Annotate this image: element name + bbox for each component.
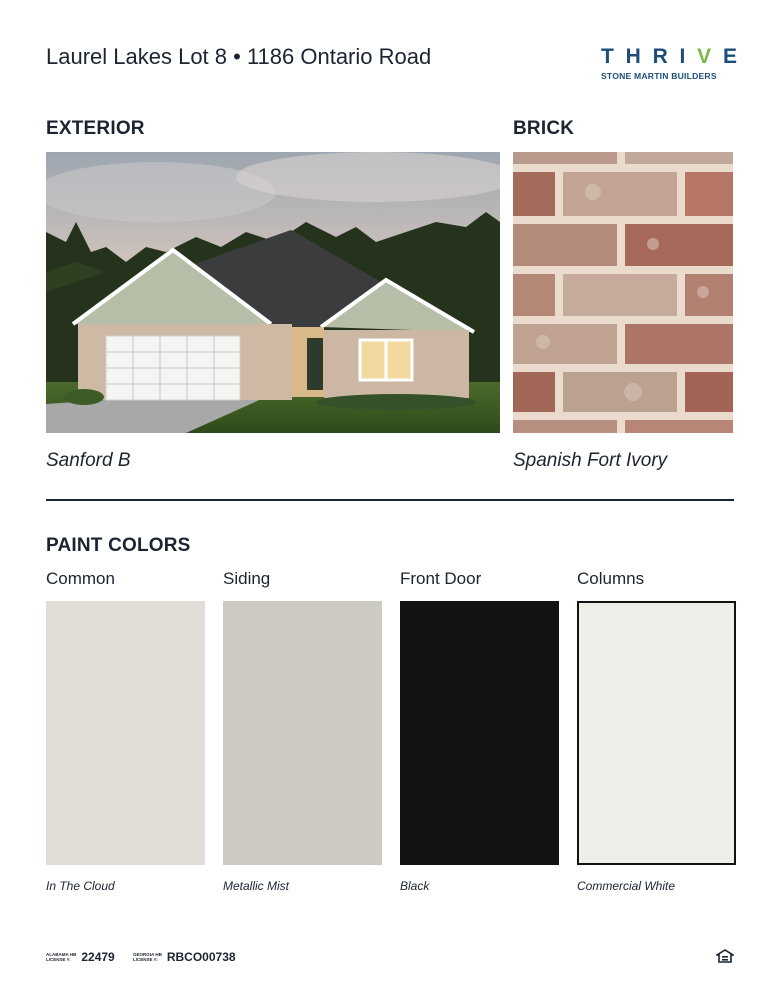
alabama-license: ALABAMA HB LICENSE #: 22479 xyxy=(46,950,115,964)
color-name-siding: Metallic Mist xyxy=(223,879,290,893)
swatch-common xyxy=(46,601,205,865)
thrive-logo xyxy=(601,46,737,81)
color-name-front-door: Black xyxy=(400,879,430,893)
color-name-common: In The Cloud xyxy=(46,879,115,893)
brick-sample-image xyxy=(513,152,733,433)
exterior-heading: EXTERIOR xyxy=(46,118,145,139)
equal-housing-icon xyxy=(716,949,734,963)
paint-label-front-door: Front Door xyxy=(400,569,482,588)
alabama-license-number: 22479 xyxy=(81,950,115,964)
paint-colors-heading: PAINT COLORS xyxy=(46,535,191,556)
logo-wordmark: T H R I V E xyxy=(601,45,737,68)
brick-name: Spanish Fort Ivory xyxy=(513,450,668,471)
georgia-license-number: RBCO00738 xyxy=(166,950,236,964)
paint-label-common: Common xyxy=(46,569,115,588)
paint-label-columns: Columns xyxy=(577,569,645,588)
georgia-license: GEORGIA HB LICENSE #: RBCO00738 xyxy=(133,950,236,964)
paint-label-siding: Siding xyxy=(223,569,271,588)
exterior-house-image xyxy=(46,152,500,433)
exterior-style-name: Sanford B xyxy=(46,450,131,471)
swatch-columns xyxy=(577,601,736,865)
color-name-columns: Commercial White xyxy=(577,879,676,893)
page-title: Laurel Lakes Lot 8 • 1186 Ontario Road xyxy=(46,44,432,69)
section-divider xyxy=(46,499,734,501)
swatch-front-door xyxy=(400,601,559,865)
logo-subtitle: STONE MARTIN BUILDERS xyxy=(601,71,717,81)
swatch-siding xyxy=(223,601,382,865)
brick-heading: BRICK xyxy=(513,118,575,139)
